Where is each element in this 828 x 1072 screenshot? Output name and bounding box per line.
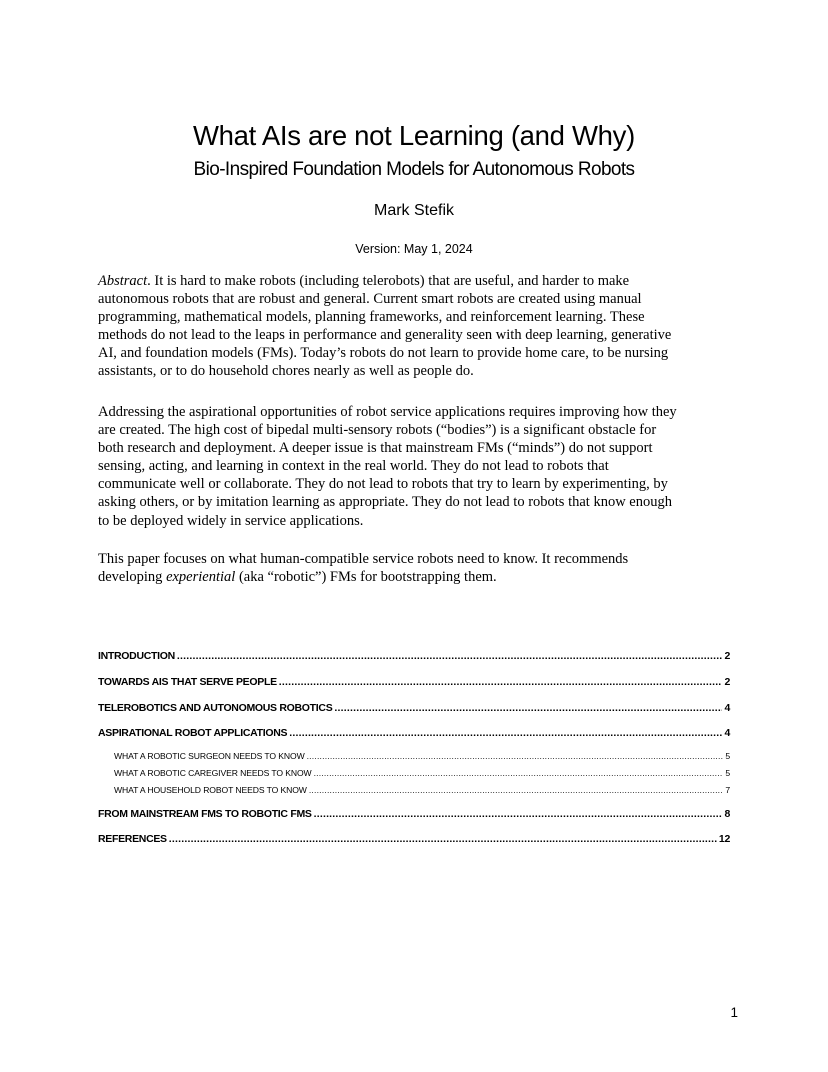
toc-leader-dots xyxy=(314,808,723,820)
toc-entry-towards-ais[interactable] xyxy=(98,676,730,692)
paragraph-line: are created. The high cost of bipedal multi-sensory robots (“bodies”) is a significant obstacle for xyxy=(98,422,657,439)
toc-leader-dots xyxy=(334,702,722,714)
paragraph-line: both research and deployment. A deeper issue is that mainstream FMs (“minds”) do not support xyxy=(98,440,653,457)
toc-page-number: 5 xyxy=(725,768,730,778)
toc-leader-dots xyxy=(279,676,723,688)
paragraph-line: to be deployed widely in service applications. xyxy=(98,512,364,529)
abstract-label: Abstract xyxy=(98,273,148,289)
body-paragraph-2 xyxy=(98,403,738,530)
emphasized-term: experiential xyxy=(166,569,236,586)
paragraph-line xyxy=(98,568,738,586)
author-name: Mark Stefik xyxy=(373,202,454,219)
page-number: 1 xyxy=(730,1005,738,1020)
toc-leader-dots xyxy=(169,833,717,845)
paragraph-text: (aka “robotic”) FMs for bootstrapping them. xyxy=(235,569,497,586)
toc-page-number: 7 xyxy=(725,785,730,795)
version-date: Version: May 1, 2024 xyxy=(355,242,473,256)
toc-page-number: 2 xyxy=(724,650,730,662)
toc-entry-label: FROM MAINSTREAM FMS TO ROBOTIC FMS xyxy=(98,808,312,820)
toc-subentry-household-robot[interactable] xyxy=(114,785,730,798)
toc-entry-label: REFERENCES xyxy=(98,833,167,845)
toc-leader-dots xyxy=(307,751,724,761)
toc-entry-label: ASPIRATIONAL ROBOT APPLICATIONS xyxy=(98,727,288,739)
paragraph-text: developing xyxy=(98,569,167,586)
toc-entry-label: TOWARDS AIS THAT SERVE PEOPLE xyxy=(98,676,277,688)
toc-leader-dots xyxy=(289,727,722,739)
abstract-line-text: . It is hard to make robots (including telerobots) that are useful, and harder to make xyxy=(147,273,630,289)
toc-leader-dots xyxy=(309,785,723,795)
toc-page-number: 12 xyxy=(718,833,730,845)
toc-page-number: 2 xyxy=(724,676,730,688)
paper-subtitle: Bio-Inspired Foundation Models for Autonomous Robots xyxy=(193,159,635,180)
toc-entry-label: WHAT A HOUSEHOLD ROBOT NEEDS TO KNOW xyxy=(114,785,307,795)
abstract-paragraph xyxy=(98,272,738,381)
toc-entry-telerobotics[interactable] xyxy=(98,702,730,718)
abstract-line: assistants, or to do household chores nearly as well as people do. xyxy=(98,363,474,380)
toc-entry-label: INTRODUCTION xyxy=(98,650,175,662)
paragraph-line: Addressing the aspirational opportunities of robot service applications requires improving how they xyxy=(98,404,677,420)
paragraph-line: sensing, acting, and learning in context in the real world. They do not lead to robots that xyxy=(98,458,609,475)
toc-entry-aspirational-applications[interactable] xyxy=(98,727,730,743)
abstract-line: autonomous robots that are robust and general. Current smart robots are created using manual xyxy=(98,291,642,308)
toc-entry-references[interactable] xyxy=(98,833,730,849)
toc-entry-label: WHAT A ROBOTIC CAREGIVER NEEDS TO KNOW xyxy=(114,768,312,778)
paragraph-line: This paper focuses on what human-compatible service robots need to know. It recommends xyxy=(98,551,629,567)
abstract-line: programming, mathematical models, planning frameworks, and reinforcement learning. These xyxy=(98,309,645,326)
abstract-line: AI, and foundation models (FMs). Today’s robots do not learn to provide home care, to be nursing xyxy=(98,345,669,362)
paper-title: What AIs are not Learning (and Why) xyxy=(193,120,635,151)
toc-leader-dots xyxy=(314,768,724,778)
toc-subentry-robotic-surgeon[interactable] xyxy=(114,751,730,764)
toc-page-number: 4 xyxy=(724,702,730,714)
toc-leader-dots xyxy=(177,650,723,662)
paragraph-line: asking others, or by imitation learning as appropriate. They do not lead to robots that know enough xyxy=(98,494,672,511)
abstract-line: methods do not lead to the leaps in performance and generality seen with deep learning, generative xyxy=(98,327,672,344)
toc-page-number: 4 xyxy=(724,727,730,739)
abstract-line xyxy=(98,272,738,290)
toc-page-number: 5 xyxy=(725,751,730,761)
body-paragraph-3 xyxy=(98,550,738,586)
toc-subentry-robotic-caregiver[interactable] xyxy=(114,768,730,781)
toc-page-number: 8 xyxy=(724,808,730,820)
toc-entry-label: WHAT A ROBOTIC SURGEON NEEDS TO KNOW xyxy=(114,751,305,761)
toc-entry-label: TELEROBOTICS AND AUTONOMOUS ROBOTICS xyxy=(98,702,333,714)
paragraph-line: communicate well or collaborate. They do not lead to robots that try to learn by experimenting, by xyxy=(98,476,668,493)
toc-entry-introduction[interactable] xyxy=(98,650,730,666)
toc-entry-mainstream-to-robotic-fms[interactable] xyxy=(98,808,730,824)
